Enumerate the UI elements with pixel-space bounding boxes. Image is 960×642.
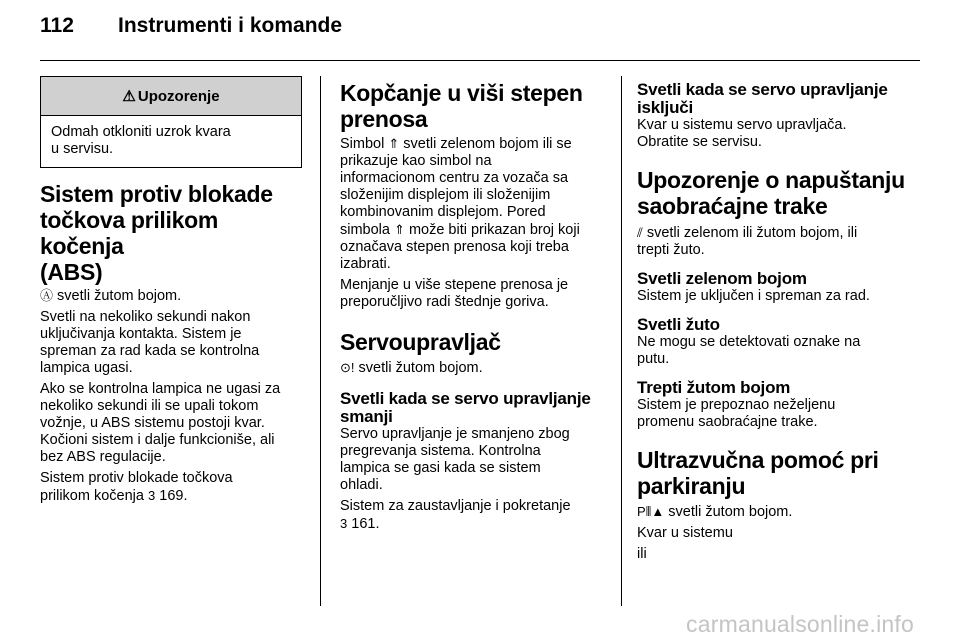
lane-paragraph: ⫽ svetli zelenom ili žutom bojom, ili trepti žuto. [637, 225, 858, 258]
column-2 [340, 80, 604, 533]
park-heading: Ultrazvučna pomoć pri parkiranju [637, 447, 879, 499]
column-divider-1 [320, 76, 321, 606]
header-rule [40, 60, 920, 61]
shift-up-icon: ⇑ [388, 136, 400, 151]
yellow-paragraph: Ne mogu se detektovati oznake na putu. [637, 334, 861, 367]
servo-off-paragraph: Kvar u sistemu servo upravljača. Obratite se servisu. [637, 117, 847, 150]
abs-paragraph-2: Svetli na nekoliko sekundi nakon uključivanja kontakta. Sistem je spreman za rad kada se kontrolna lampica ugasi. [40, 309, 260, 376]
blink-paragraph: Sistem je prepoznao neželjenu promenu saobraćajne trake. [637, 397, 836, 430]
column-1 [40, 76, 302, 505]
servo-reduced-heading: Svetli kada se servo upravljanje smanji [340, 389, 591, 426]
gear-paragraph-2: Menjanje u više stepene prenosa je preporučljivo radi štednje goriva. [340, 277, 569, 310]
parking-sensor-icon: P⦀▲ [637, 504, 665, 519]
park-paragraph-1: P⦀▲ svetli žutom bojom. [637, 504, 793, 520]
servo-off-heading: Svetli kada se servo upravljanje isključi [637, 80, 888, 117]
abs-icon: Ⓐ [40, 288, 54, 303]
reference-arrow-icon: 3 [148, 488, 156, 503]
servo-paragraph: ⊙! svetli žutom bojom. [340, 360, 483, 376]
warning-box [40, 76, 302, 168]
lane-departure-icon: ⫽ [637, 225, 643, 240]
warning-line: u servisu. [51, 141, 114, 157]
gear-paragraph-1: Simbol ⇑ svetli zelenom bojom ili se prikazuje kao simbol na informacionom centru za vozača sa složenijim displejom ili složenijim kombinovanim displejom. Pored simbola ⇑ može biti prikazan broj koji označava stepen prenosa koji treba izabrati. [340, 136, 580, 272]
servo-reduced-paragraph-2: Sistem za zaustavljanje i pokretanje 3 161. [340, 498, 571, 532]
abs-paragraph-3: Ako se kontrolna lampica ne ugasi za nekoliko sekundi ili se upali tokom vožnje, u ABS sistemu postoji kvar. Kočioni sistem i dalje funkcioniše, ali bez ABS regulacije. [40, 381, 281, 465]
column-3 [637, 81, 907, 563]
blink-heading: Trepti žutom bojom [637, 378, 791, 397]
column-divider-2 [621, 76, 622, 606]
park-paragraph-3: ili [637, 546, 647, 562]
servo-reduced-paragraph-1: Servo upravljanje je smanjeno zbog pregrevanja sistema. Kontrolna lampica se gasi kada se sistem ohladi. [340, 426, 570, 493]
page-header [40, 14, 342, 54]
abs-paragraph-1: Ⓐ svetli žutom bojom. [40, 288, 182, 304]
page-reference-link[interactable]: 169. [159, 488, 188, 504]
green-heading: Svetli zelenom bojom [637, 269, 807, 288]
watermark: carmanualsonline.info [686, 611, 914, 637]
gear-heading: Kopčanje u viši stepen prenosa [340, 80, 583, 132]
warning-triangle-icon: ⚠ [122, 88, 136, 105]
green-paragraph: Sistem je uključen i spreman za rad. [637, 288, 870, 304]
warning-header [41, 77, 301, 116]
warning-line: Odmah otkloniti uzrok kvara [51, 124, 231, 140]
warning-body [41, 116, 301, 167]
shift-up-icon: ⇑ [394, 222, 405, 237]
abs-paragraph-4: Sistem protiv blokade točkova prilikom kočenja 3 169. [40, 470, 233, 504]
chapter-title: Instrumenti i komande [118, 14, 343, 37]
servo-heading: Servoupravljač [340, 329, 501, 355]
yellow-heading: Svetli žuto [637, 315, 720, 334]
steering-warning-icon: ⊙! [340, 360, 355, 375]
page-number: 112 [40, 14, 74, 37]
lane-heading: Upozorenje o napuštanju saobraćajne trake [637, 167, 905, 219]
park-paragraph-2: Kvar u sistemu [637, 525, 733, 541]
page-reference-link[interactable]: 161. [351, 516, 380, 532]
reference-arrow-icon: 3 [340, 516, 348, 531]
abs-heading: Sistem protiv blokade točkova prilikom kočenja (ABS) [40, 181, 273, 285]
warning-title: Upozorenje [137, 87, 220, 105]
